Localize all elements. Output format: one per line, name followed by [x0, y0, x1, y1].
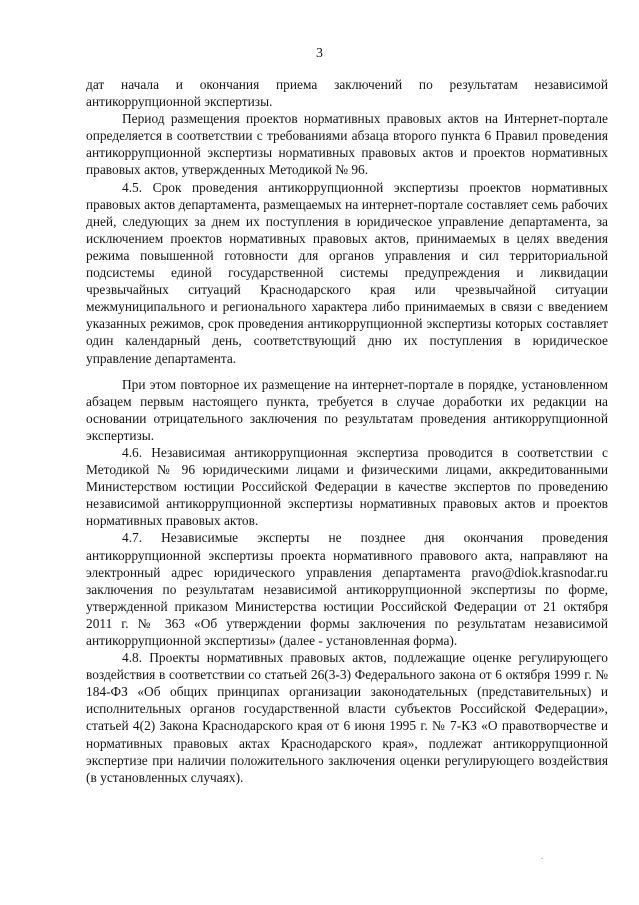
document-body: [86, 76, 608, 786]
paragraph-continuation: дат начала и окончания приема заключений по результатам независимой антикоррупционной экспертизы.: [86, 77, 608, 110]
paragraph-4-8: 4.8. Проекты нормативных правовых актов, подлежащие оценке регулирующего воздействия в соответствии со статьей 26(3-3) Федерального закона от 6 октября 1999 г. № 184-ФЗ «Об общих принципах организации законодательных (представительных) и исполнительных органов государственной власти субъектов Российской Федерации», статьей 4(2) Закона Краснодарского края от 6 июня 1995 г. № 7-КЗ «О правотворчестве и нормативных правовых актах Краснодарского края», подлежат антикоррупционной экспертизе при наличии положительного заключения оценки регулирующего воздействия (в установленных случаях).: [86, 650, 608, 785]
paragraph-period-placement: Период размещения проектов нормативных правовых актов на Интернет-портале определяется в соответствии с требованиями абзаца второго пункта 6 Правил проведения антикоррупционной экспертизы нормативных правовых актов и проектов нормативных правовых актов, утвержденных Методикой № 96.: [86, 111, 608, 178]
paragraph-4-5: 4.5. Срок проведения антикоррупционной экспертизы проектов нормативных правовых актов департамента, размещаемых на интернет-портале составляет семь рабочих дней, следующих за днем их поступления в юридическое управление департамента, за исключением проектов нормативных правовых актов, принимаемых в целях введения режима повышенной готовности для органов управления и сил территориальной подсистемы единой государственной системы предупреждения и ликвидации чрезвычайных ситуаций Краснодарского края или чрезвычайной ситуации межмуниципального и регионального характера либо принимаемых в связи с введением указанных режимов, срок проведения антикоррупционной экспертизы которых составляет один календарный день, соответствующий дню их поступления в юридическое управление департамента.: [86, 179, 608, 366]
paragraph-4-6: 4.6. Независимая антикоррупционная экспертиза проводится в соответствии с Методикой № 96 юридическими лицами и физическими лицами, аккредитованными Министерством юстиции Российской Федерации в качестве экспертов по проведению независимой антикоррупционной экспертизы нормативных правовых актов и проектов нормативных правовых актов.: [86, 444, 608, 529]
scan-speck: ·: [540, 851, 544, 865]
paragraph-4-7: 4.7. Независимые эксперты не позднее дня окончания проведения антикоррупционной экспертизы проекта нормативного правового акта, направляют на электронный адрес юридического управления департамента pravo@diok.krasnodar.ru заключения по результатам независимой антикоррупционной экспертизы по форме, утвержденной приказом Министерства юстиции Российской Федерации от 21 октября 2011 г. № 363 «Об утверждении формы заключения по результатам независимой антикоррупционной экспертизы» (далее - установленная форма).: [86, 530, 608, 648]
paragraph-repeat-placement: При этом повторное их размещение на интернет-портале в порядке, установленном абзацем первым настоящего пункта, требуется в случае доработки их редакции на основании отрицательного заключения по результатам проведения антикоррупционной экспертизы.: [86, 376, 608, 443]
page-number: 3: [316, 46, 323, 61]
